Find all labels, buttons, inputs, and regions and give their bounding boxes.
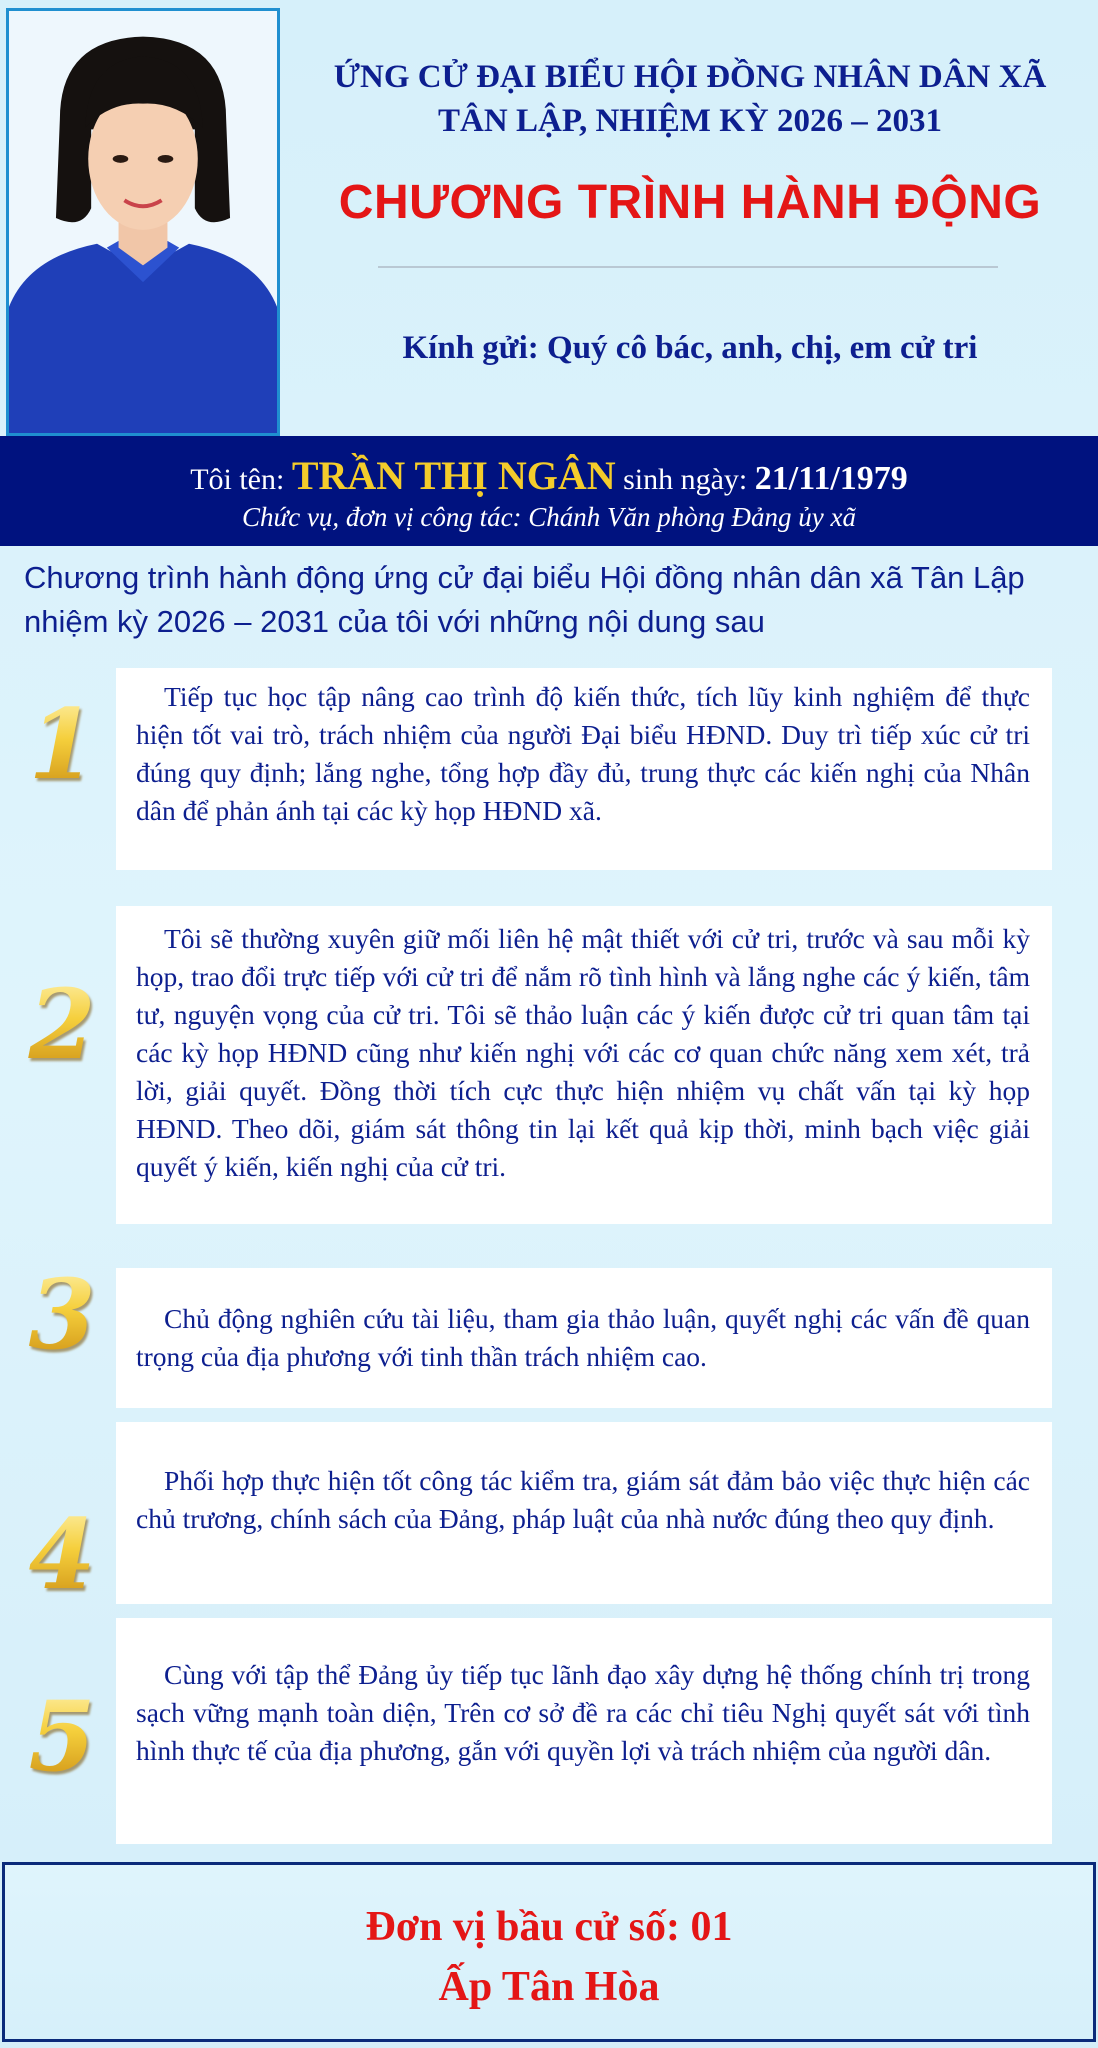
header-line-2: TÂN LẬP, NHIỆM KỲ 2026 – 2031 <box>438 103 942 139</box>
dob-prefix: sinh ngày: <box>623 463 748 496</box>
item-number-4: 4 <box>12 1498 112 1611</box>
item-number-5: 5 <box>12 1680 112 1793</box>
electoral-unit-box <box>2 1862 1096 2042</box>
candidate-portrait-icon <box>9 11 277 433</box>
candidate-name: TRẦN THỊ NGÂN <box>291 453 616 498</box>
greeting: Kính gửi: Quý cô bác, anh, chị, em cử tri <box>402 330 978 366</box>
intro-text: Chương trình hành động ứng cử đại biểu Hội đồng nhân dân xã Tân Lập nhiệm kỳ 2026 – 2031 của tôi với những nội dung sau <box>24 560 1025 639</box>
item-number-1: 1 <box>12 688 112 801</box>
electoral-unit-number: Đơn vị bầu cử số: 01 <box>365 1904 733 1950</box>
item-number-2: 2 <box>12 968 112 1081</box>
name-prefix: Tôi tên: <box>190 463 285 496</box>
action-item-5: Cùng với tập thể Đảng ủy tiếp tục lãnh đạo xây dựng hệ thống chính trị trong sạch vững mạnh toàn diện, Trên cơ sở đề ra các chỉ tiêu Nghị quyết sát với tình hình thực tế của địa phương, gắn với quyền lợi và trách nhiệm của người dân. <box>116 1618 1052 1844</box>
action-item-4: Phối hợp thực hiện tốt công tác kiểm tra, giám sát đảm bảo việc thực hiện các chủ trương, chính sách của Đảng, pháp luật của nhà nước đúng theo quy định. <box>116 1422 1052 1604</box>
candidate-position: Chức vụ, đơn vị công tác: Chánh Văn phòng Đảng ủy xã <box>241 502 857 532</box>
page-title: CHƯƠNG TRÌNH HÀNH ĐỘNG <box>338 176 1042 229</box>
candidate-photo <box>6 8 280 436</box>
action-item-2: Tôi sẽ thường xuyên giữ mối liên hệ mật thiết với cử tri, trước và sau mỗi kỳ họp, trao đổi trực tiếp với cử tri để nắm rõ tình hình và lắng nghe các ý kiến, tâm tư, nguyện vọng của cử tri. Tôi sẽ thảo luận các ý kiến được cử tri quan tâm tại các kỳ họp HĐND cũng như kiến nghị với các cơ quan chức năng xem xét, trả lời, giải quyết. Đồng thời tích cực thực hiện nhiệm vụ chất vấn tại kỳ họp HĐND. Theo dõi, giám sát thông tin lại kết quả kịp thời, minh bạch việc giải quyết ý kiến, kiến nghị của cử tri. <box>116 906 1052 1224</box>
action-item-1: Tiếp tục học tập nâng cao trình độ kiến thức, tích lũy kinh nghiệm để thực hiện tốt vai trò, trách nhiệm của người Đại biểu HĐND. Duy trì tiếp xúc cử tri đúng quy định; lắng nghe, tổng hợp đầy đủ, trung thực các kiến nghị của Nhân dân để phản ánh tại các kỳ họp HĐND xã. <box>116 668 1052 870</box>
electoral-unit-hamlet: Ấp Tân Hòa <box>438 1964 660 2010</box>
title-divider <box>378 266 998 268</box>
item-number-3: 3 <box>12 1258 112 1371</box>
candidate-identity <box>0 452 1098 499</box>
candidate-dob: 21/11/1979 <box>754 460 908 497</box>
header-line-1: ỨNG CỬ ĐẠI BIỂU HỘI ĐỒNG NHÂN DÂN XÃ <box>333 59 1047 95</box>
header-heading <box>290 55 1090 143</box>
action-item-3: Chủ động nghiên cứu tài liệu, tham gia thảo luận, quyết nghị các vấn đề quan trọng của địa phương với tinh thần trách nhiệm cao. <box>116 1268 1052 1408</box>
candidate-banner <box>0 436 1098 546</box>
